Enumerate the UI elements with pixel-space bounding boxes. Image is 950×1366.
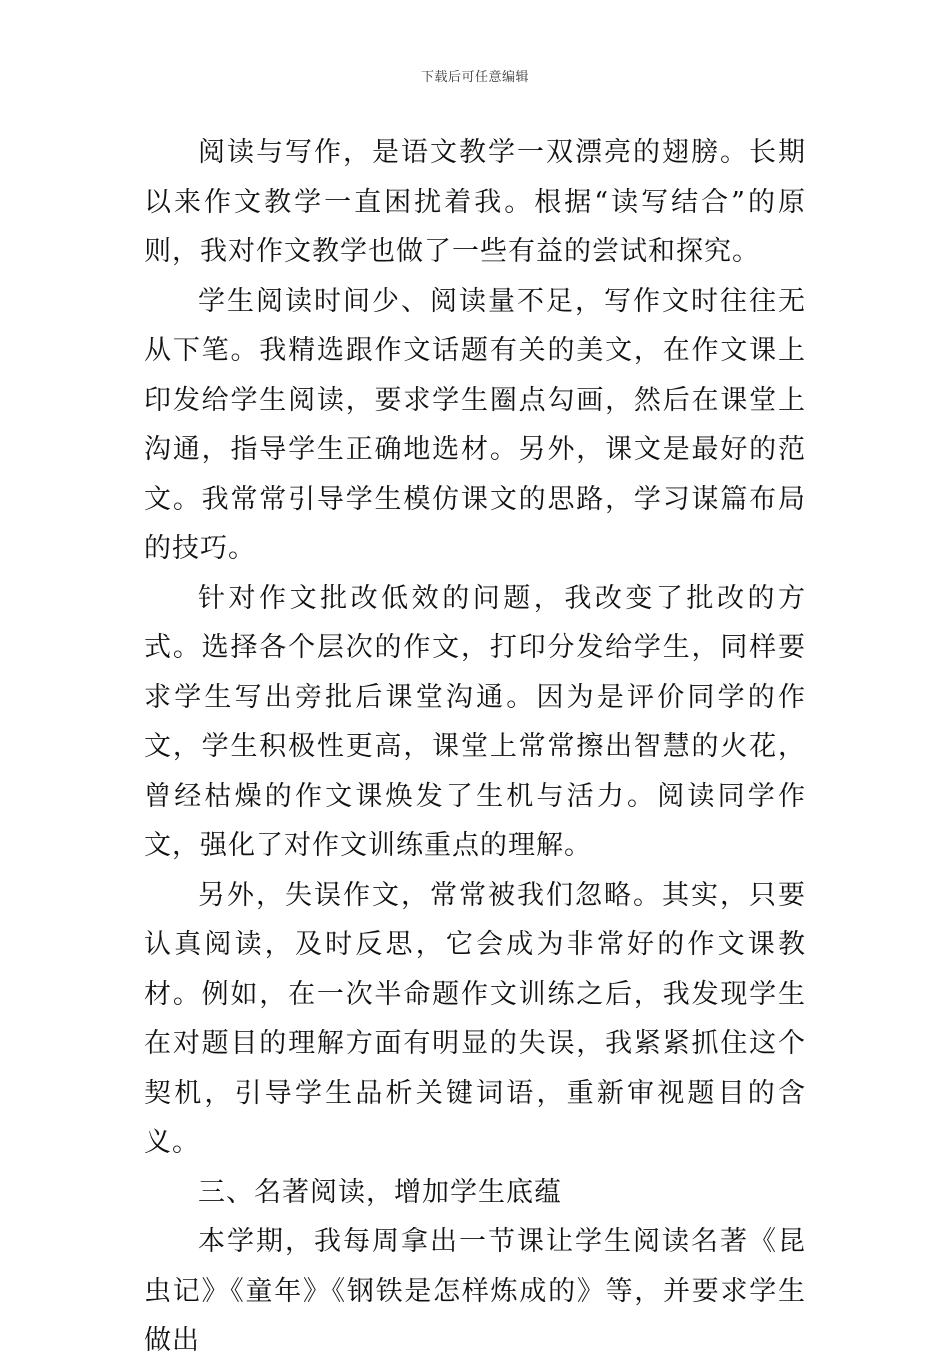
paragraph-mistake-essays: 另外，失误作文，常常被我们忽略。其实，只要认真阅读，及时反思，它会成为非常好的作文课教材。例如，在一次半命题作文训练之后，我发现学生在对题目的理解方面有明显的失误，我紧紧抓住这个契机，引导学生品析关键词语，重新审视题目的含义。 — [144, 879, 806, 1158]
paragraph-classics-reading: 本学期，我每周拿出一节课让学生阅读名著《昆虫记》《童年》《钢铁是怎样炼成的》等，并要求学生做出 — [144, 1226, 806, 1356]
paragraph-reading-amount: 学生阅读时间少、阅读量不足，写作文时往往无从下笔。我精选跟作文话题有关的美文，在作文课上印发给学生阅读，要求学生圈点勾画，然后在课堂上沟通，指导学生正确地选材。另外，课文是最好的范文。我常常引导学生模仿课文的思路，学习谋篇布局的技巧。 — [144, 285, 806, 564]
paragraph-reading-writing: 阅读与写作，是语文教学一双漂亮的翅膀。长期以来作文教学一直困扰着我。根据“读写结合”的原则，我对作文教学也做了一些有益的尝试和探究。 — [144, 137, 806, 267]
header-note: 下载后可任意编辑 — [420, 70, 529, 85]
document-body — [144, 128, 806, 1366]
paragraph-grading-method: 针对作文批改低效的问题，我改变了批改的方式。选择各个层次的作文，打印分发给学生，同样要求学生写出旁批后课堂沟通。因为是评价同学的作文，学生积极性更高，课堂上常常擦出智慧的火花，曾经枯燥的作文课焕发了生机与活力。阅读同学作文，强化了对作文训练重点的理解。 — [144, 582, 806, 861]
section-heading: 三、名著阅读，增加学生底蕴 — [198, 1176, 562, 1208]
